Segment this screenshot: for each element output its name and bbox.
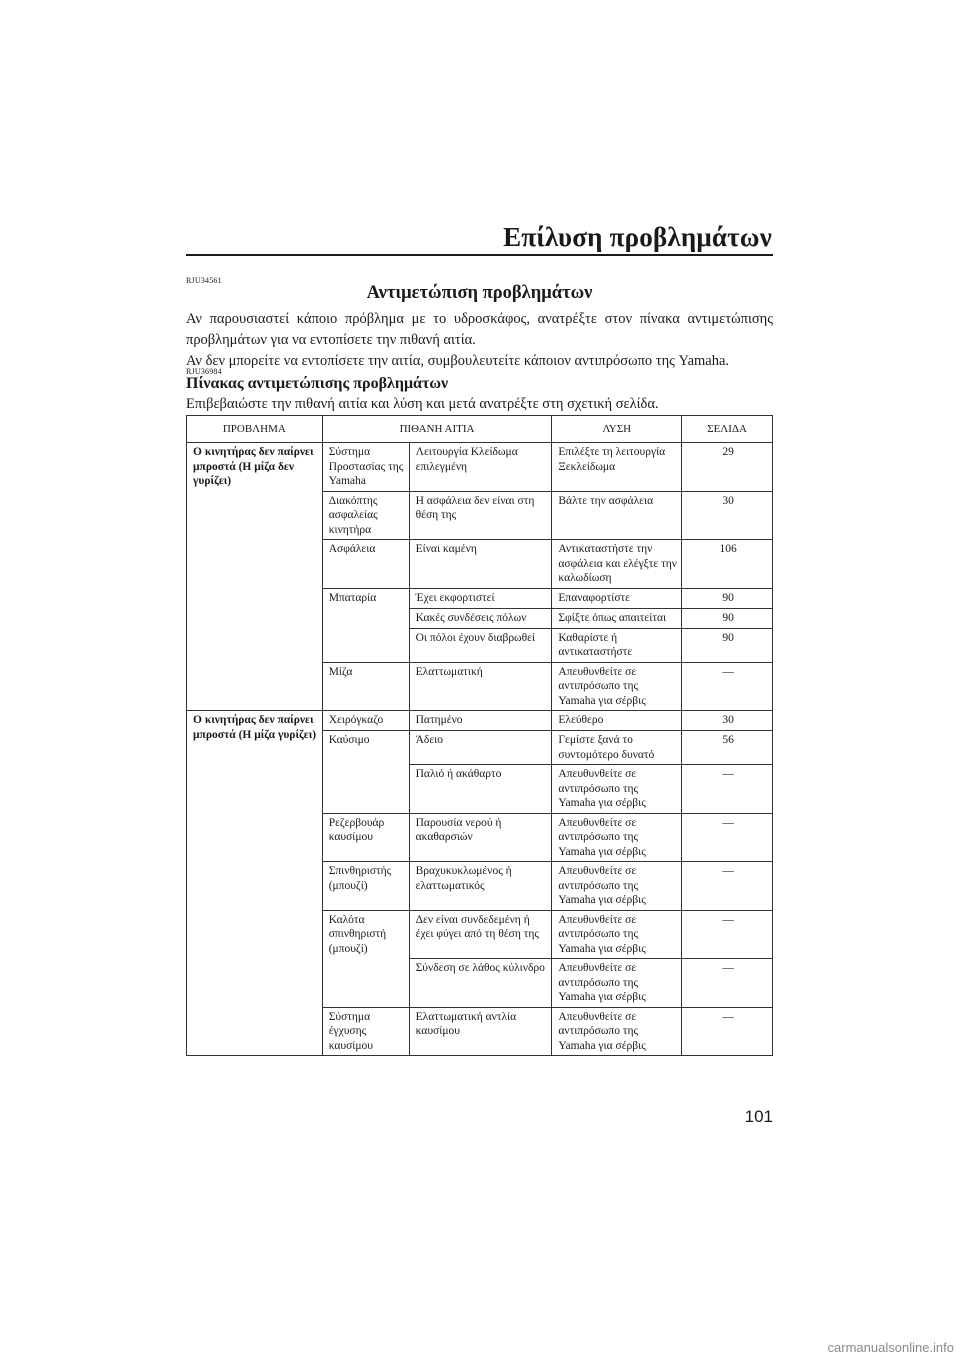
table-row xyxy=(187,711,773,731)
page-cell: 56 xyxy=(682,731,773,765)
solution-cell: Βάλτε την ασφάλεια xyxy=(552,491,682,540)
subsection-intro: Επιβεβαιώστε την πιθανή αιτία και λύση και μετά ανατρέξτε στη σχετική σελίδα. xyxy=(186,396,659,412)
subsection-reference-code: RJU36984 xyxy=(186,367,222,376)
cause-cell: Η ασφάλεια δεν είναι στη θέση της xyxy=(409,491,552,540)
solution-cell: Απευθυνθείτε σε αντιπρόσωπο της Yamaha για σέρβις xyxy=(552,862,682,911)
problem-cell: Ο κινητήρας δεν παίρνει μπροστά (Η μίζα δεν γυρίζει) xyxy=(187,443,323,711)
page-cell: — xyxy=(682,959,773,1008)
subsection-title: Πίνακας αντιμετώπισης προβλημάτων xyxy=(186,375,449,392)
table-header-row xyxy=(187,416,773,443)
page-header-title: Επίλυση προβλημάτων xyxy=(503,222,772,252)
solution-cell: Ελεύθερο xyxy=(552,711,682,731)
page-cell: 29 xyxy=(682,443,773,492)
page-cell: — xyxy=(682,765,773,814)
solution-cell: Επαναφορτίστε xyxy=(552,588,682,608)
component-cell: Διακόπτης ασφαλείας κινητήρα xyxy=(322,491,409,540)
section-reference-code: RJU34561 xyxy=(186,276,222,285)
solution-cell: Απευθυνθείτε σε αντιπρόσωπο της Yamaha για σέρβις xyxy=(552,1007,682,1056)
component-cell: Μίζα xyxy=(322,662,409,711)
section-title: Αντιμετώπιση προβλημάτων xyxy=(366,283,593,303)
cause-cell: Βραχυκυκλωμένος ή ελαττωματικός xyxy=(409,862,552,911)
problem-cell: Ο κινητήρας δεν παίρνει μπροστά (Η μίζα γυρίζει) xyxy=(187,711,323,1056)
cause-cell: Σύνδεση σε λάθος κύλινδρο xyxy=(409,959,552,1008)
page-cell: 30 xyxy=(682,491,773,540)
page-cell: — xyxy=(682,813,773,862)
solution-cell: Σφίξτε όπως απαιτείται xyxy=(552,608,682,628)
component-cell: Μπαταρία xyxy=(322,588,409,662)
cause-cell: Έχει εκφορτιστεί xyxy=(409,588,552,608)
cause-cell: Ελαττωματική xyxy=(409,662,552,711)
page-cell: 90 xyxy=(682,628,773,662)
header-problem: ΠΡΟΒΛΗΜΑ xyxy=(187,416,323,443)
solution-cell: Απευθυνθείτε σε αντιπρόσωπο της Yamaha για σέρβις xyxy=(552,765,682,814)
table-row xyxy=(187,443,773,492)
solution-cell: Επιλέξτε τη λειτουργία Ξεκλείδωμα xyxy=(552,443,682,492)
header-page: ΣΕΛΙΔΑ xyxy=(682,416,773,443)
solution-cell: Γεμίστε ξανά το συντομότερο δυνατό xyxy=(552,731,682,765)
solution-cell: Απευθυνθείτε σε αντιπρόσωπο της Yamaha για σέρβις xyxy=(552,910,682,959)
cause-cell: Δεν είναι συνδεδεμένη ή έχει φύγει από τη θέση της xyxy=(409,910,552,959)
page-cell: 90 xyxy=(682,588,773,608)
component-cell: Καλότα σπινθηριστή (μπουζί) xyxy=(322,910,409,1007)
section-intro xyxy=(186,309,773,372)
page-number: 101 xyxy=(744,1107,773,1126)
page-cell: 106 xyxy=(682,540,773,589)
solution-cell: Καθαρίστε ή αντικαταστήστε xyxy=(552,628,682,662)
cause-cell: Λειτουργία Κλείδωμα επιλεγμένη xyxy=(409,443,552,492)
component-cell: Ασφάλεια xyxy=(322,540,409,589)
component-cell: Χειρόγκαζο xyxy=(322,711,409,731)
component-cell: Ρεζερβουάρ καυσίμου xyxy=(322,813,409,862)
solution-cell: Απευθυνθείτε σε αντιπρόσωπο της Yamaha για σέρβις xyxy=(552,813,682,862)
page-cell: 30 xyxy=(682,711,773,731)
component-cell: Σύστημα Προστασίας της Yamaha xyxy=(322,443,409,492)
solution-cell: Απευθυνθείτε σε αντιπρόσωπο της Yamaha για σέρβις xyxy=(552,662,682,711)
page-cell: — xyxy=(682,1007,773,1056)
component-cell: Σπινθηριστής (μπουζί) xyxy=(322,862,409,911)
intro-paragraph: Αν παρουσιαστεί κάποιο πρόβλημα με το υδροσκάφος, ανατρέξτε στον πίνακα αντιμετώπισης προβλημάτων για να εντοπίσετε την πιθανή αιτία. xyxy=(186,311,773,348)
cause-cell: Κακές συνδέσεις πόλων xyxy=(409,608,552,628)
solution-cell: Απευθυνθείτε σε αντιπρόσωπο της Yamaha για σέρβις xyxy=(552,959,682,1008)
page-cell: 90 xyxy=(682,608,773,628)
cause-cell: Οι πόλοι έχουν διαβρωθεί xyxy=(409,628,552,662)
component-cell: Καύσιμο xyxy=(322,731,409,814)
header-solution: ΛΥΣΗ xyxy=(552,416,682,443)
cause-cell: Άδειο xyxy=(409,731,552,765)
cause-cell: Παλιό ή ακάθαρτο xyxy=(409,765,552,814)
component-cell: Σύστημα έγχυσης καυσίμου xyxy=(322,1007,409,1056)
watermark: carmanualsonline.info xyxy=(827,1340,954,1355)
header-divider xyxy=(186,254,773,256)
cause-cell: Παρουσία νερού ή ακαθαρσιών xyxy=(409,813,552,862)
cause-cell: Πατημένο xyxy=(409,711,552,731)
cause-cell: Είναι καμένη xyxy=(409,540,552,589)
page-cell: — xyxy=(682,862,773,911)
cause-cell: Ελαττωματική αντλία καυσίμου xyxy=(409,1007,552,1056)
page-cell: — xyxy=(682,662,773,711)
troubleshooting-table xyxy=(186,415,773,1056)
page-cell: — xyxy=(682,910,773,959)
intro-paragraph: Αν δεν μπορείτε να εντοπίσετε την αιτία, συμβουλευτείτε κάποιον αντιπρόσωπο της Yamaha. xyxy=(186,353,730,369)
solution-cell: Αντικαταστήστε την ασφάλεια και ελέγξτε την καλωδίωση xyxy=(552,540,682,589)
header-possible-cause: ΠΙΘΑΝΗ ΑΙΤΙΑ xyxy=(322,416,552,443)
